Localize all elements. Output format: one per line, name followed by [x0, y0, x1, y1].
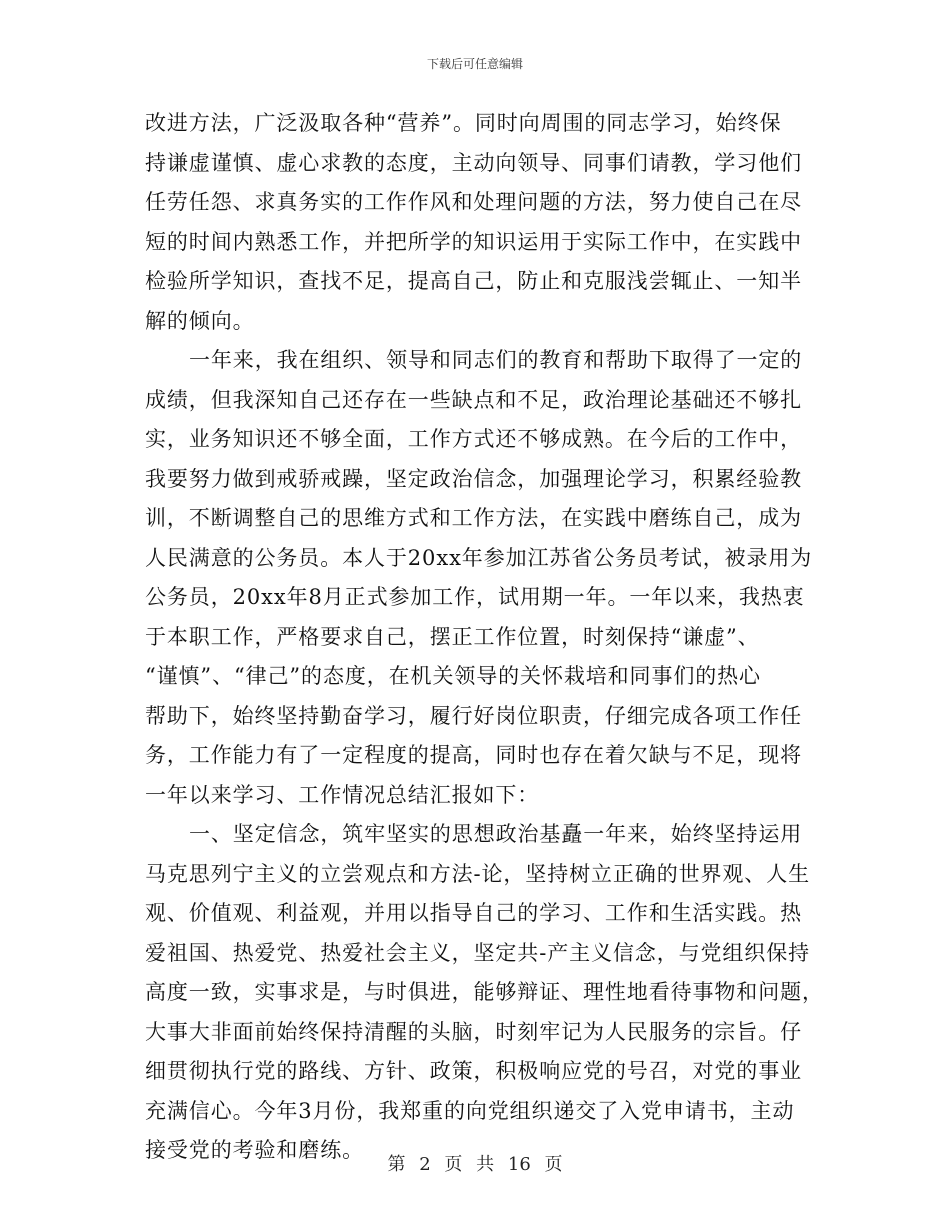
- header-note: 下载后可任意编辑: [426, 57, 523, 71]
- total-pages: 16: [507, 1154, 531, 1175]
- text-line: 充满信心。今年3月份，我郑重的向党组织递交了入党申请书，主动: [145, 1098, 795, 1123]
- paragraph-start-line: 一、坚定信念，筑牢坚实的思想政治基矗一年来，始终坚持运用: [189, 822, 803, 846]
- text-line: 接受党的考验和磨练。: [145, 1138, 364, 1162]
- text-line: 帮助下，始终坚持勤奋学习，履行好岗位职责，仔细完成各项工作任: [145, 703, 802, 728]
- text-line: 细贯彻执行党的路线、方针、政策，积极响应党的号召，对党的事业: [145, 1059, 802, 1083]
- text-line: 大事大非面前始终保持清醒的头脑，时刻牢记为人民服务的宗旨。仔: [145, 1019, 802, 1044]
- text-line: 观、价值观、利益观，并用以指导自己的学习、工作和生活实践。热: [145, 901, 802, 925]
- text-line: “谨慎”、“律己”的态度，在机关领导的关怀栽培和同事们的热心: [145, 664, 761, 688]
- text-line: 一年以来学习、工作情况总结汇报如下：: [145, 782, 540, 807]
- text-line: 实，业务知识还不够全面，工作方式还不够成熟。在今后的工作中，: [145, 427, 802, 451]
- text-line: 爱祖国、热爱党、热爱社会主义，坚定共-产主义信念，与党组织保持: [145, 940, 810, 965]
- text-line: 公务员，20xx年8月正式参加工作，试用期一年。一年以来，我热衷: [145, 585, 805, 609]
- text-line: 于本职工作，严格要求自己，摆正工作位置，时刻保持“谦虚”、: [145, 624, 760, 649]
- text-line: 务，工作能力有了一定程度的提高，同时也存在着欠缺与不足，现将: [145, 743, 802, 767]
- page-word: 页: [444, 1154, 463, 1175]
- text-line: 短的时间内熟悉工作，并把所学的知识运用于实际工作中，在实践中: [145, 229, 802, 254]
- paragraph-start-line: 一年来，我在组织、领导和同志们的教育和帮助下取得了一定的: [189, 348, 803, 372]
- page-footer: [0, 1150, 950, 1176]
- total-prefix: 共: [476, 1154, 495, 1175]
- page-suffix: 页: [544, 1154, 563, 1175]
- text-line: 解的倾向。: [145, 308, 255, 333]
- text-line: 检验所学知识，查找不足，提高自己，防止和克服浅尝辄止、一知半: [145, 269, 802, 293]
- text-line: 训，不断调整自己的思维方式和工作方法，在实践中磨练自己，成为: [145, 506, 802, 530]
- text-line: 改进方法，广泛汲取各种“营养”。同时向周围的同志学习，始终保: [145, 111, 782, 135]
- page-prefix: 第: [387, 1154, 406, 1175]
- text-line: 我要努力做到戒骄戒躁，坚定政治信念，加强理论学习，积累经验教: [145, 466, 802, 491]
- text-line: 高度一致，实事求是，与时俱进，能够辩证、理性地看待事物和问题，: [145, 980, 824, 1004]
- text-line: 持谦虚谨慎、虚心求教的态度，主动向领导、同事们请教，学习他们: [145, 150, 802, 175]
- document-body: [145, 104, 824, 1171]
- text-line: 成绩，但我深知自己还存在一些缺点和不足，政治理论基础还不够扎: [145, 387, 802, 412]
- text-line: 任劳任怨、求真务实的工作作风和处理问题的方法，努力使自己在尽: [145, 190, 802, 214]
- page-number: 2: [419, 1154, 431, 1175]
- text-line: 马克思列宁主义的立尝观点和方法-论，坚持树立正确的世界观、人生: [145, 861, 810, 886]
- text-line: 人民满意的公务员。本人于20xx年参加江苏省公务员考试，被录用为: [145, 545, 813, 570]
